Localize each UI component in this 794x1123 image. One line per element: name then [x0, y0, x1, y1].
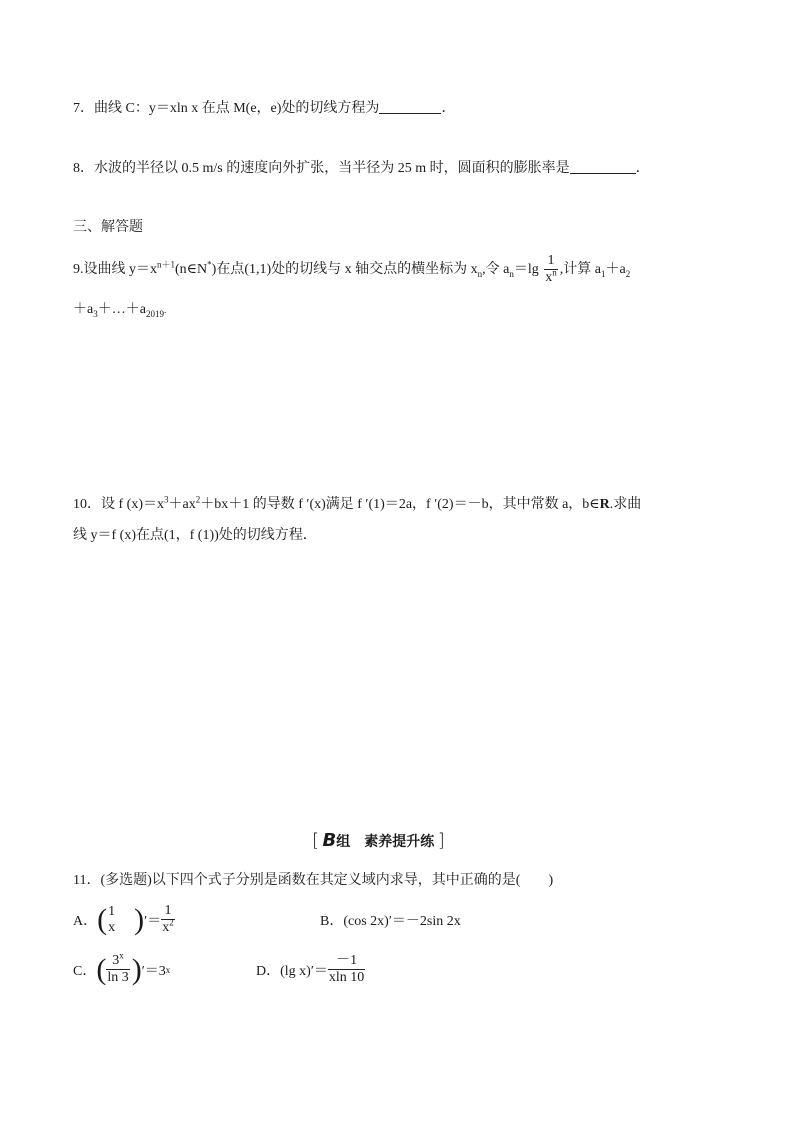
q10-sup-1: 3	[164, 494, 169, 505]
q10-text-2: ＋ax	[168, 497, 196, 512]
q8-text: 水波的半径以 0.5 m/s 的速度向外扩张，当半径为 25 m 时，圆面积的膨胀率是	[94, 161, 570, 176]
option-d-result-frac	[328, 954, 365, 985]
option-a-result-den-sup: 2	[169, 917, 174, 928]
q9-text-1: 9.设曲线 y＝x	[73, 262, 157, 277]
q9-text-6: ,计算 a	[559, 262, 601, 277]
q9-sup-2: *	[207, 259, 212, 270]
option-a-prime-equals: ′＝	[144, 914, 162, 929]
option-a-inner-den: x	[108, 919, 116, 935]
question-10-line-2: 线 y＝f (x)在点(1，f (1))处的切线方程．	[73, 528, 317, 543]
q9-frac-den	[544, 269, 558, 286]
q9-l2-end: .	[163, 305, 167, 315]
option-a-label: A．	[73, 914, 98, 929]
q10-sup-2: 2	[195, 494, 201, 505]
q9-fraction	[544, 254, 558, 285]
option-c-inner-num	[106, 950, 129, 969]
q10-text-1: 10．设 f (x)＝x	[73, 497, 164, 512]
option-c-inner-num-sup: x	[119, 950, 124, 961]
option-c-inner-den: ln 3	[107, 970, 129, 985]
question-9-line-2	[73, 298, 166, 318]
q9-l2-text-1: ＋a	[73, 302, 94, 317]
q9-sub-1: n	[477, 268, 483, 279]
option-c-inner-frac	[106, 950, 129, 985]
option-a-result-den-base: x	[162, 920, 170, 935]
q10-real-R: R	[599, 497, 610, 512]
option-a-result-frac	[161, 904, 175, 935]
q9-text-4: ,令 a	[482, 262, 510, 277]
q9-frac-den-sup: n	[552, 267, 557, 278]
option-d-result-num: －1	[336, 953, 358, 969]
section-b-letter: B	[322, 830, 337, 851]
q8-number: 8．	[73, 161, 94, 176]
option-c-right-paren: )	[131, 953, 142, 986]
option-a-right-paren: )	[134, 903, 145, 936]
option-d-result-den: xln 10	[328, 970, 365, 985]
q9-sub-4: 2	[625, 268, 631, 279]
option-c: C． ( $\frac{3^x}{\ln 3}$ ) ′＝3 x	[73, 950, 171, 986]
q9-text-2: (n∈N	[175, 262, 208, 277]
option-a-result-num: 1	[164, 903, 172, 919]
option-c-label: C．	[73, 964, 97, 979]
option-a-inner-frac	[107, 905, 116, 935]
q7-answer-blank	[379, 99, 441, 114]
question-8	[73, 157, 650, 177]
q9-text-5: ＝lg	[513, 262, 539, 277]
q9-l2-sub-1: 3	[93, 308, 98, 319]
option-d	[256, 948, 365, 992]
option-a-result-den	[161, 919, 175, 936]
option-b	[320, 910, 461, 930]
q9-l2-text-2: ＋…＋a	[97, 302, 146, 317]
option-c-left-paren: (	[96, 953, 107, 986]
question-9-line-1	[73, 250, 630, 290]
option-b-label: B．	[320, 914, 344, 929]
q8-answer-blank	[570, 159, 636, 174]
option-d-label: D．	[256, 964, 281, 979]
q7-end: ．	[441, 101, 456, 116]
option-d-text: (lg x)′＝	[280, 964, 328, 979]
option-a	[73, 898, 175, 942]
q9-frac-den-base: x	[545, 269, 553, 285]
q7-number: 7．	[73, 101, 94, 116]
section-3-heading: 三、解答题	[73, 220, 143, 235]
q9-sub-3: 1	[600, 268, 606, 279]
option-b-text: (cos 2x)′＝－2sin 2x	[343, 914, 461, 929]
section-b-close-bracket: ]	[437, 830, 445, 851]
q10-text-3: ＋bx＋1 的导数 f ′(x)满足 f ′(1)＝2a，f ′(2)＝－b，其中常数 a，b∈	[200, 497, 600, 512]
question-11-stem: 11．(多选题)以下四个式子分别是函数在其定义域内求导，其中正确的是( )	[73, 873, 554, 888]
question-10-line-1	[73, 493, 641, 513]
q9-text-7: ＋a	[605, 262, 626, 277]
option-c-prime-equals: ′＝3	[141, 964, 166, 979]
q9-sup-1: n＋1	[157, 259, 176, 270]
q9-text-3: )在点(1,1)处的切线与 x 轴交点的横坐标为 x	[211, 262, 478, 277]
option-a-left-paren: (	[97, 903, 108, 936]
q10-text-4: .求曲	[609, 497, 642, 512]
q9-l2-sub-2: 2019	[145, 308, 164, 319]
q7-text: 曲线 C：y＝xln x 在点 M(e，e)处的切线方程为	[94, 101, 380, 116]
option-c-inner-num-base: 3	[112, 953, 120, 969]
section-b-open-bracket: [	[312, 830, 320, 851]
section-b-label: 组 素养提升练	[336, 834, 435, 850]
option-a-inner-num: 1	[108, 903, 116, 919]
section-b-heading	[312, 830, 445, 851]
q9-frac-num: 1	[547, 253, 555, 269]
q8-end: ．	[635, 161, 650, 176]
question-7	[73, 97, 455, 117]
q9-sub-2: n	[509, 268, 514, 279]
